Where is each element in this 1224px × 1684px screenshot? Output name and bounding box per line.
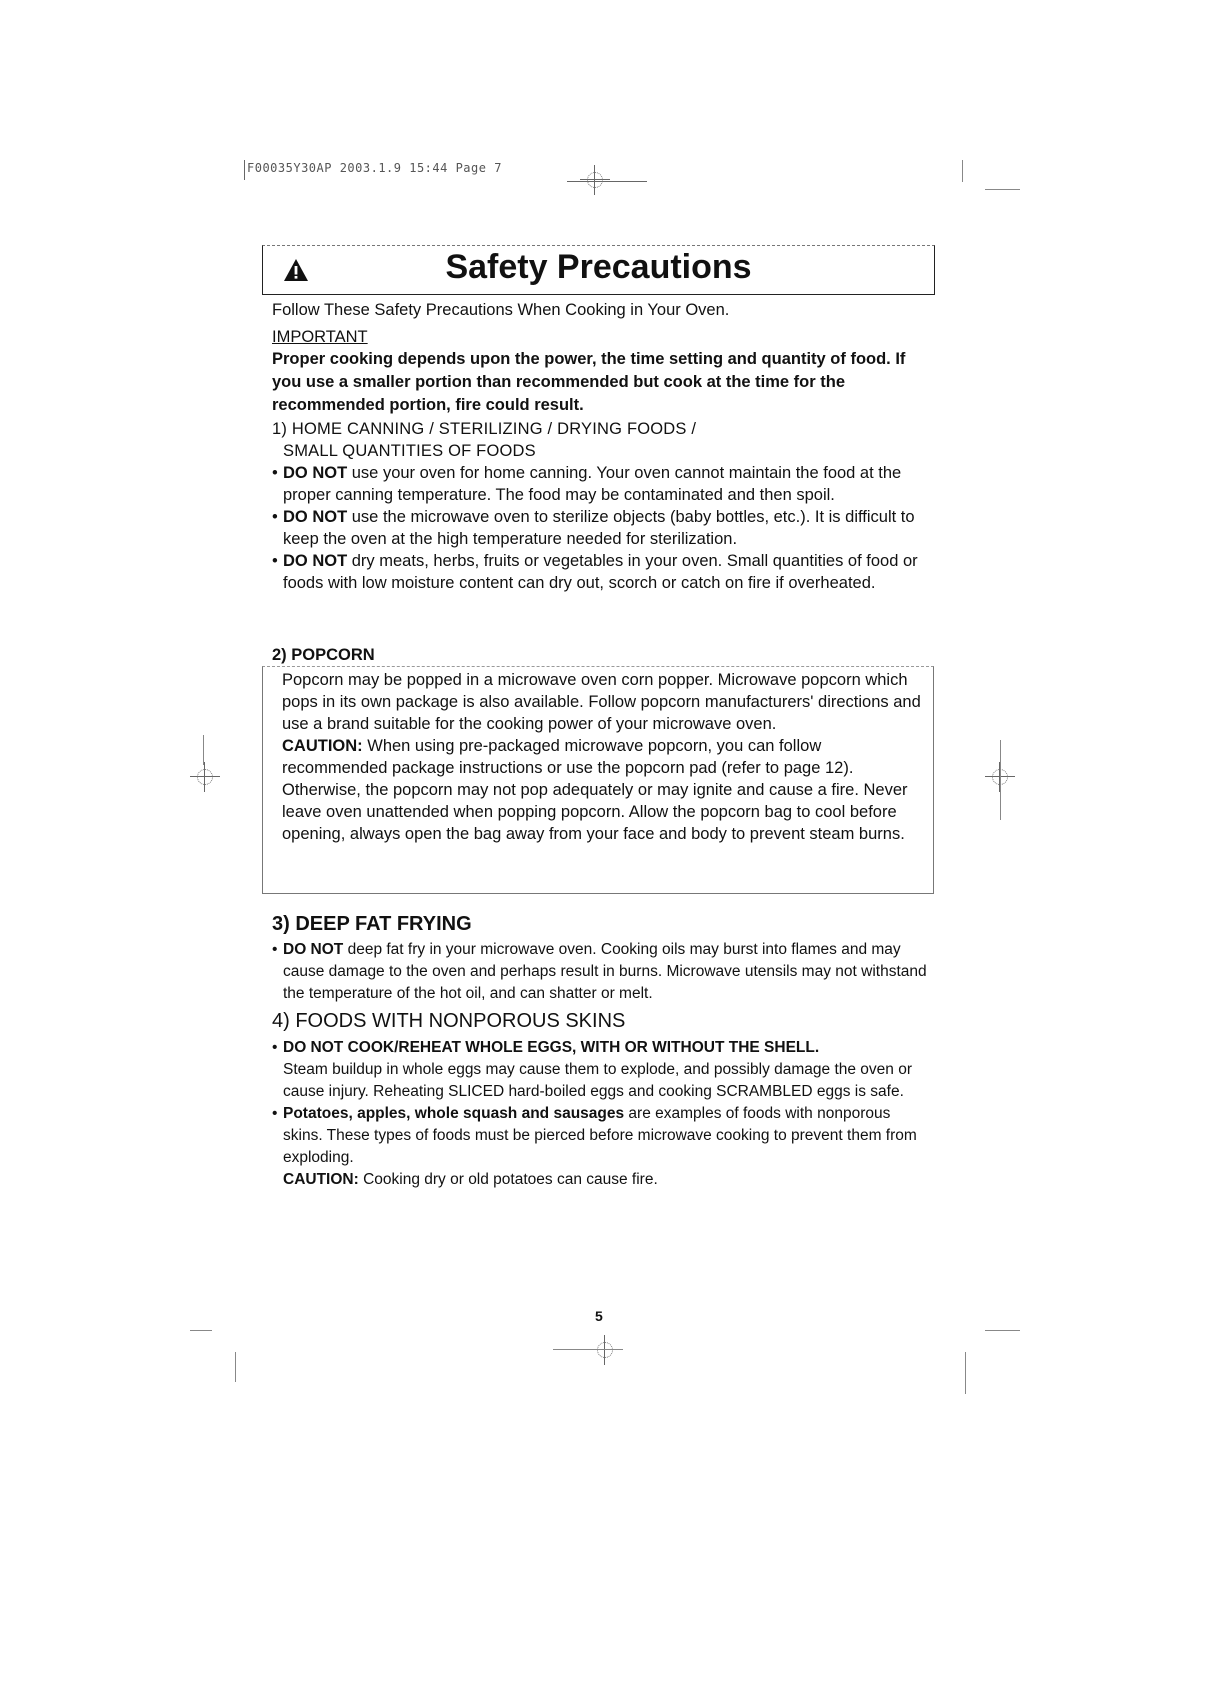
caution-text: Cooking dry or old potatoes can cause fire. bbox=[358, 1171, 658, 1188]
bullet-text: are examples of foods with nonporous skins. These types of foods must be pierced before microwave cooking to prevent them from exploding. bbox=[283, 1105, 917, 1166]
section-4-heading: 4) FOODS WITH NONPOROUS SKINS bbox=[272, 1010, 626, 1032]
bullet-text: use your oven for home canning. Your oven cannot maintain the food at the proper canning temperature. The food may be contaminated and then spoil. bbox=[283, 464, 902, 504]
registration-mark-bottom bbox=[590, 1335, 620, 1365]
title-banner bbox=[262, 245, 935, 295]
crop-mark-bl bbox=[190, 1330, 212, 1331]
page-number: 5 bbox=[595, 1308, 603, 1324]
bullet-lead: DO NOT bbox=[283, 941, 344, 958]
bullet-text: Steam buildup in whole eggs may cause them to explode, and possibly damage the oven or cause injury. Reheating SLICED hard-boiled eggs and cooking SCRAMBLED eggs is safe. bbox=[283, 1061, 912, 1100]
section-3-body: • DO NOT deep fat fry in your microwave oven. Cooking oils may burst into flames and may cause damage to the oven and perhaps result in burns. Microwave utensils may not withstand the temperature of the hot oil, and can shatter or melt. bbox=[272, 941, 927, 1002]
crop-line bbox=[553, 1349, 623, 1350]
registration-mark-left bbox=[190, 762, 220, 792]
intro-text: Follow These Safety Precautions When Cooking in Your Oven. bbox=[272, 301, 730, 319]
popcorn-box bbox=[262, 666, 934, 894]
section-1-heading bbox=[272, 418, 932, 462]
crop-mark-right-v bbox=[1000, 740, 1001, 820]
crop-mark-bl-v bbox=[235, 1352, 236, 1382]
bullet-text: dry meats, herbs, fruits or vegetables in your oven. Small quantities of food or foods with low moisture content can dry out, scorch or catch on fire if overheated. bbox=[283, 552, 918, 592]
list-item: • DO NOT COOK/REHEAT WHOLE EGGS, WITH OR WITHOUT THE SHELL. bbox=[272, 1039, 820, 1056]
crop-mark-br-v bbox=[965, 1352, 966, 1394]
caution-line bbox=[272, 1169, 932, 1191]
bullet-lead: DO NOT COOK/REHEAT WHOLE EGGS, WITH OR WITHOUT THE SHELL. bbox=[283, 1039, 820, 1056]
important-text: Proper cooking depends upon the power, the time setting and quantity of food. If you use a smaller portion than recommended but cook at the time for the recommended portion, fire could result. bbox=[272, 350, 906, 414]
list-item: • DO NOT use your oven for home canning. Your oven cannot maintain the food at the proper canning temperature. The food may be contaminated and then spoil. bbox=[272, 464, 902, 504]
page-title: Safety Precautions bbox=[445, 248, 752, 286]
popcorn-text bbox=[282, 669, 922, 845]
bullet-text: deep fat fry in your microwave oven. Cooking oils may burst into flames and may cause damage to the oven and perhaps result in burns. Microwave utensils may not withstand the temperature of the hot oil, and can shatter or melt. bbox=[283, 941, 927, 1002]
registration-mark-top bbox=[580, 165, 610, 195]
popcorn-para: Popcorn may be popped in a microwave oven corn popper. Microwave popcorn which pops in its own package is also available. Follow popcorn manufacturers' directions and use a brand suitable for the cooking power of your microwave oven. bbox=[282, 671, 921, 733]
caution-label: CAUTION: bbox=[282, 737, 363, 755]
bullet-lead: Potatoes, apples, whole squash and sausages bbox=[283, 1105, 625, 1122]
crop-mark-tr-v bbox=[962, 160, 963, 182]
section-1-heading-line1: 1) HOME CANNING / STERILIZING / DRYING FOODS / bbox=[272, 420, 697, 438]
printer-slug: F00035Y30AP 2003.1.9 15:44 Page 7 bbox=[244, 160, 502, 180]
crop-mark-br bbox=[985, 1330, 1020, 1331]
important-label: IMPORTANT bbox=[272, 328, 368, 346]
crop-mark-tr bbox=[985, 189, 1020, 190]
list-item: • DO NOT use the microwave oven to sterilize objects (baby bottles, etc.). It is difficult to keep the oven at the high temperature needed for sterilization. bbox=[272, 508, 915, 548]
bullet-lead: DO NOT bbox=[283, 464, 348, 482]
section-4-body bbox=[272, 1037, 932, 1191]
bullet-lead: DO NOT bbox=[283, 552, 348, 570]
bullet-lead: DO NOT bbox=[283, 508, 348, 526]
section-1-bullets bbox=[272, 462, 932, 594]
section-2-heading: 2) POPCORN bbox=[272, 646, 375, 664]
section-1-heading-line2: SMALL QUANTITIES OF FOODS bbox=[283, 442, 536, 460]
caution-text: When using pre-packaged microwave popcorn, you can follow recommended package instructions or use the popcorn pad (refer to page 12). Otherwise, the popcorn may not pop adequately or may ignite and cause a fire. Never leave oven unattended when popping popcorn. Allow the popcorn bag to cool before opening, always open the bag away from your face and body to prevent steam burns. bbox=[282, 737, 908, 843]
crop-mark-left-v bbox=[203, 735, 204, 765]
popcorn-caution bbox=[282, 735, 922, 845]
list-item: • DO NOT dry meats, herbs, fruits or vegetables in your oven. Small quantities of food or foods with low moisture content can dry out, scorch or catch on fire if overheated. bbox=[272, 552, 918, 592]
list-item: • Potatoes, apples, whole squash and sausages are examples of foods with nonporous skins. These types of foods must be pierced before microwave cooking to prevent them from exploding. bbox=[272, 1105, 917, 1166]
caution-label: CAUTION: bbox=[283, 1171, 359, 1188]
bullet-text: use the microwave oven to sterilize objects (baby bottles, etc.). It is difficult to keep the oven at the high temperature needed for sterilization. bbox=[283, 508, 915, 548]
section-3-heading: 3) DEEP FAT FRYING bbox=[272, 913, 472, 935]
